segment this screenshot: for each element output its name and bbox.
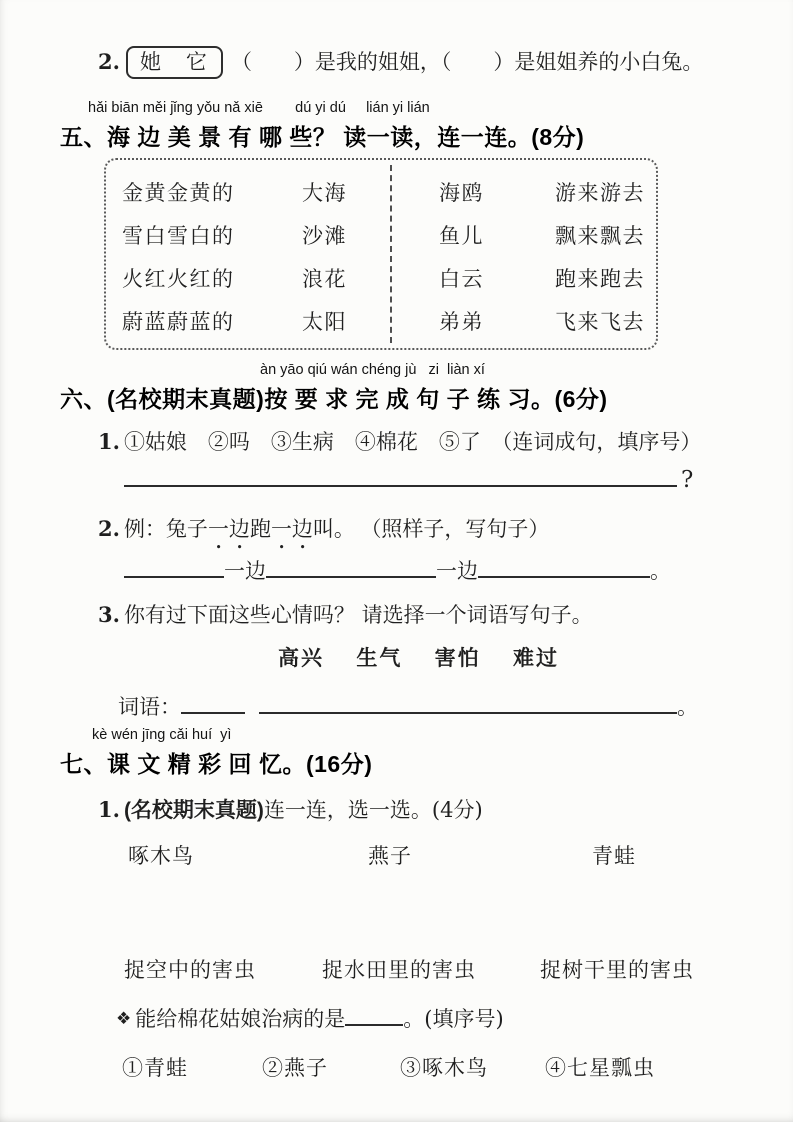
answer-blank <box>124 465 677 487</box>
fill-in-question <box>116 1004 504 1032</box>
period-mark: 。 <box>677 694 698 719</box>
option-item: ②燕子 <box>262 1056 328 1080</box>
section-6-title: 六、(名校期末真题)按 要 求 完 成 句 子 练 习。(6分) <box>60 386 608 412</box>
section-7-title: 七、课 文 精 彩 回 忆。(16分) <box>60 751 373 777</box>
answer-blank <box>124 556 224 578</box>
match-noun: 太阳 <box>302 310 347 334</box>
question-number: 3. <box>98 602 120 627</box>
match-verb: 游来游去 <box>555 181 645 205</box>
question-number: 1. <box>98 429 120 454</box>
option-item: ③啄木鸟 <box>400 1056 488 1080</box>
word-label: 词语： <box>118 694 181 719</box>
option-item: ①青蛙 <box>122 1056 188 1080</box>
habitat-item: 捉树干里的害虫 <box>540 958 694 982</box>
match-subject: 海鸥 <box>439 181 484 205</box>
bird-item: 啄木鸟 <box>128 844 194 868</box>
question-row-pronoun <box>98 46 703 79</box>
matching-divider <box>390 165 392 343</box>
question-mark: ? <box>681 466 694 493</box>
answer-line-6-2 <box>124 556 671 584</box>
diamond-bullet-icon: ❖ <box>116 1008 132 1029</box>
pattern-word: 一边 <box>224 558 266 583</box>
answer-line-6-1 <box>124 465 693 495</box>
answer-blank <box>266 556 436 578</box>
habitat-item: 捉水田里的害虫 <box>322 958 476 982</box>
question-number: 2. <box>98 49 120 74</box>
question-7-1 <box>98 797 483 824</box>
fill-prefix: 能给棉花姑娘治病的是 <box>135 1006 346 1031</box>
option-item: ④七星瓢虫 <box>545 1056 655 1080</box>
section-6-pinyin: àn yāo qiú wán chéng jù zi liàn xí <box>260 362 485 378</box>
emotion-word-bank: 高兴 生气 害怕 难过 <box>278 645 559 670</box>
question-number: 1. <box>98 797 120 822</box>
answer-blank <box>181 692 245 714</box>
instruction-note: （照样子，写句子） <box>370 517 550 541</box>
question-pronoun-text: （ ）是我的姐姐，（ ）是姐姐养的小白兔。 <box>230 50 704 74</box>
match-adjective: 雪白雪白的 <box>122 224 235 248</box>
word-choice-box: 她 它 <box>126 46 223 79</box>
match-noun: 大海 <box>302 181 347 205</box>
bird-item: 青蛙 <box>592 844 636 868</box>
match-adjective: 蔚蓝蔚蓝的 <box>122 310 235 334</box>
answer-blank <box>478 556 650 578</box>
question-6-1 <box>98 429 701 455</box>
exam-source-tag: (名校期末真题) <box>123 799 264 822</box>
question-7-1-text: 连一连，选一选。(4分) <box>263 798 483 822</box>
example-mid: 跑 <box>249 517 271 541</box>
answer-blank <box>259 692 677 714</box>
match-verb: 飘来飘去 <box>555 224 645 248</box>
habitat-item: 捉空中的害虫 <box>124 958 256 982</box>
match-adjective: 金黄金黄的 <box>122 181 235 205</box>
question-number: 2. <box>98 516 120 541</box>
example-prefix: 例：兔子 <box>123 517 208 541</box>
matching-box <box>104 158 658 350</box>
fill-suffix: 。(填序号) <box>403 1006 504 1031</box>
question-6-2 <box>98 516 549 554</box>
section-5-title: 五、海 边 美 景 有 哪 些？ 读一读，连一连。(8分) <box>60 124 585 150</box>
match-verb: 跑来跑去 <box>555 267 645 291</box>
section-7-pinyin: kè wén jīng cǎi huí yì <box>92 727 232 743</box>
question-6-3-text: 你有过下面这些心情吗？ 请选择一个词语写句子。 <box>123 603 593 627</box>
matching-grid <box>106 160 656 344</box>
match-adjective: 火红火红的 <box>122 267 235 291</box>
match-noun: 浪花 <box>302 267 347 291</box>
bird-item: 燕子 <box>368 844 412 868</box>
example-suffix: 叫。 <box>312 517 355 541</box>
match-noun: 沙滩 <box>302 224 347 248</box>
answer-line-6-3 <box>118 692 698 720</box>
match-subject: 弟弟 <box>439 310 484 334</box>
period-mark: 。 <box>650 558 671 583</box>
section-5-pinyin: hǎi biān měi jǐng yǒu nǎ xiē dú yi dú lián yi lián <box>88 100 430 116</box>
question-6-3 <box>98 602 593 628</box>
question-6-1-text: ①姑娘 ②吗 ③生病 ④棉花 ⑤了 （连词成句，填序号） <box>123 430 702 454</box>
pattern-word: 一边 <box>436 558 478 583</box>
match-verb: 飞来飞去 <box>555 310 645 334</box>
match-subject: 白云 <box>439 267 484 291</box>
emphasized-word: 一边 <box>207 517 250 541</box>
emphasized-word: 一边 <box>270 517 313 541</box>
match-subject: 鱼儿 <box>439 224 484 248</box>
answer-blank <box>345 1004 403 1026</box>
